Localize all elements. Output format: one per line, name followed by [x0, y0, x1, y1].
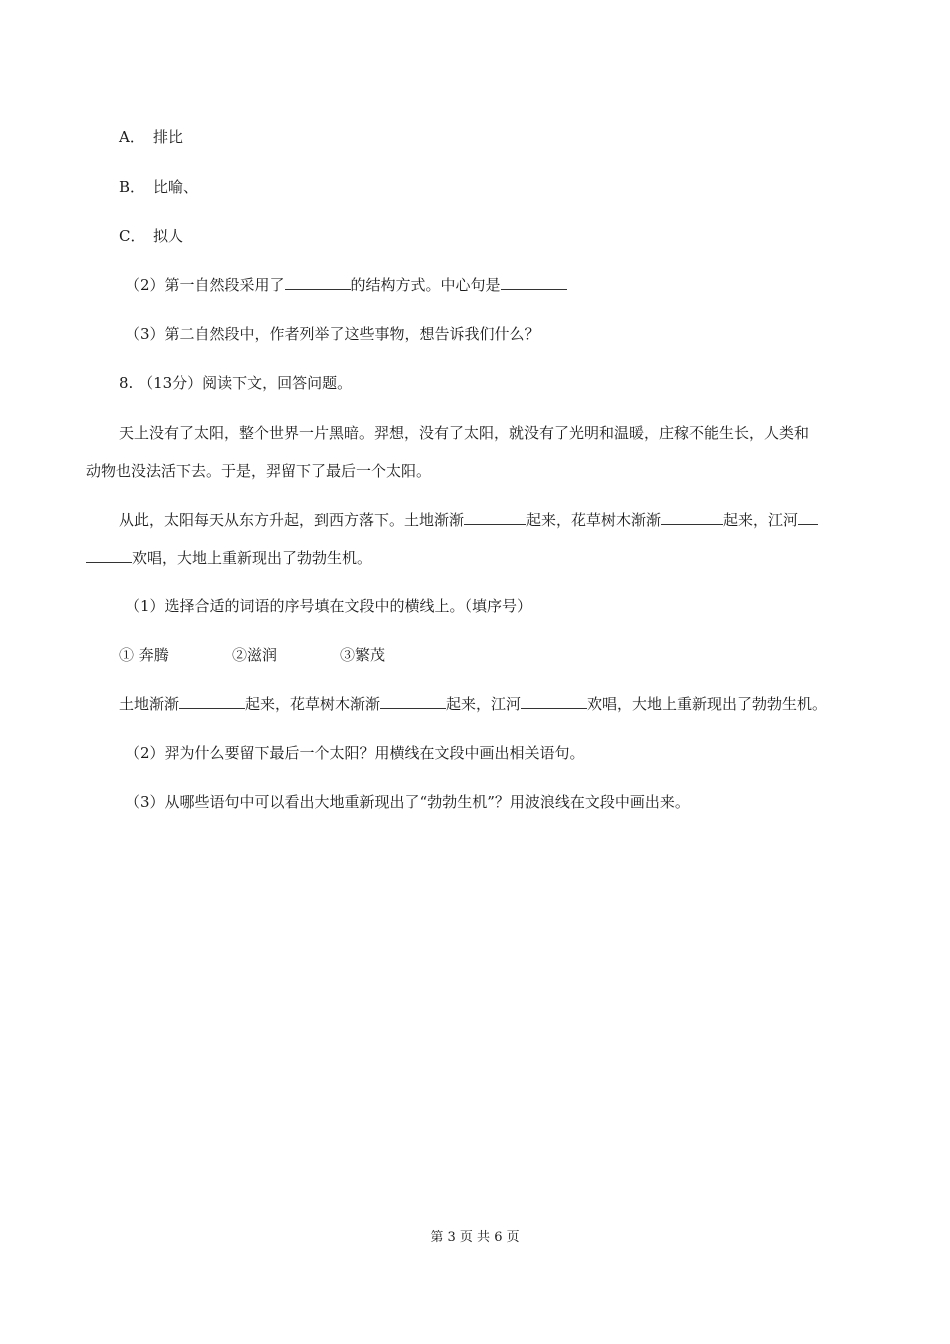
q7-sub2 — [125, 275, 567, 295]
choice-3: ③繁茂 — [340, 646, 386, 664]
passage-p2-a: 从此，太阳每天从东方升起，到西方落下。土地渐渐 — [119, 511, 465, 529]
answer-blank[interactable] — [380, 694, 446, 709]
passage-p2-b: 起来，花草树木渐渐 — [526, 511, 662, 529]
fill-line — [119, 694, 827, 714]
passage-p2-c: 起来，江河 — [723, 511, 799, 529]
answer-blank[interactable] — [464, 510, 526, 525]
answer-blank[interactable] — [285, 275, 351, 290]
passage-p1-line1: 天上没有了太阳，整个世界一片黑暗。羿想，没有了太阳，就没有了光明和温暖，庄稼不能生长，人类和 — [119, 424, 810, 442]
q7-sub2-part1: （2）第一自然段采用了 — [125, 276, 285, 294]
passage-p2-line2 — [86, 548, 372, 568]
fill-line-a: 土地渐渐 — [119, 695, 180, 713]
passage-p1-line2: 动物也没法活下去。于是，羿留下了最后一个太阳。 — [86, 462, 432, 480]
q8-sub3: （3）从哪些语句中可以看出大地重新现出了“勃勃生机”？用波浪线在文段中画出来。 — [125, 793, 690, 811]
passage-p2-line2-text: 欢唱，大地上重新现出了勃勃生机。 — [132, 549, 373, 567]
q7-sub3: （3）第二自然段中，作者列举了这些事物，想告诉我们什么？ — [125, 325, 540, 343]
option-c — [119, 226, 183, 246]
page-footer: 第 3 页 共 6 页 — [430, 1230, 520, 1245]
option-b-text: 比喻、 — [153, 178, 199, 196]
fill-line-c: 起来，江河 — [446, 695, 522, 713]
option-c-label: C． — [119, 227, 146, 245]
choice-1: ① 奔腾 — [119, 646, 169, 664]
option-a-label: A． — [119, 128, 145, 146]
answer-blank[interactable] — [521, 694, 587, 709]
option-c-text: 拟人 — [153, 227, 184, 245]
choice-2: ②滋润 — [232, 646, 278, 664]
word-choices — [119, 645, 385, 665]
option-b — [119, 177, 198, 197]
answer-blank[interactable] — [501, 275, 567, 290]
q8-header: 8. （13分）阅读下文，回答问题。 — [119, 374, 353, 392]
q8-sub1: （1）选择合适的词语的序号填在文段中的横线上。（填序号） — [125, 597, 533, 615]
option-b-label: B． — [119, 178, 146, 196]
fill-line-b: 起来，花草树木渐渐 — [245, 695, 381, 713]
answer-blank[interactable] — [86, 548, 132, 563]
answer-blank[interactable] — [661, 510, 723, 525]
option-a-text: 排比 — [153, 128, 184, 146]
passage-p2-line1 — [119, 510, 818, 530]
fill-line-d: 欢唱，大地上重新现出了勃勃生机。 — [587, 695, 828, 713]
answer-blank[interactable] — [798, 510, 818, 525]
answer-blank[interactable] — [179, 694, 245, 709]
q8-sub2: （2）羿为什么要留下最后一个太阳？用横线在文段中画出相关语句。 — [125, 744, 585, 762]
option-a — [119, 127, 183, 147]
q7-sub2-part2: 的结构方式。中心句是 — [350, 276, 501, 294]
